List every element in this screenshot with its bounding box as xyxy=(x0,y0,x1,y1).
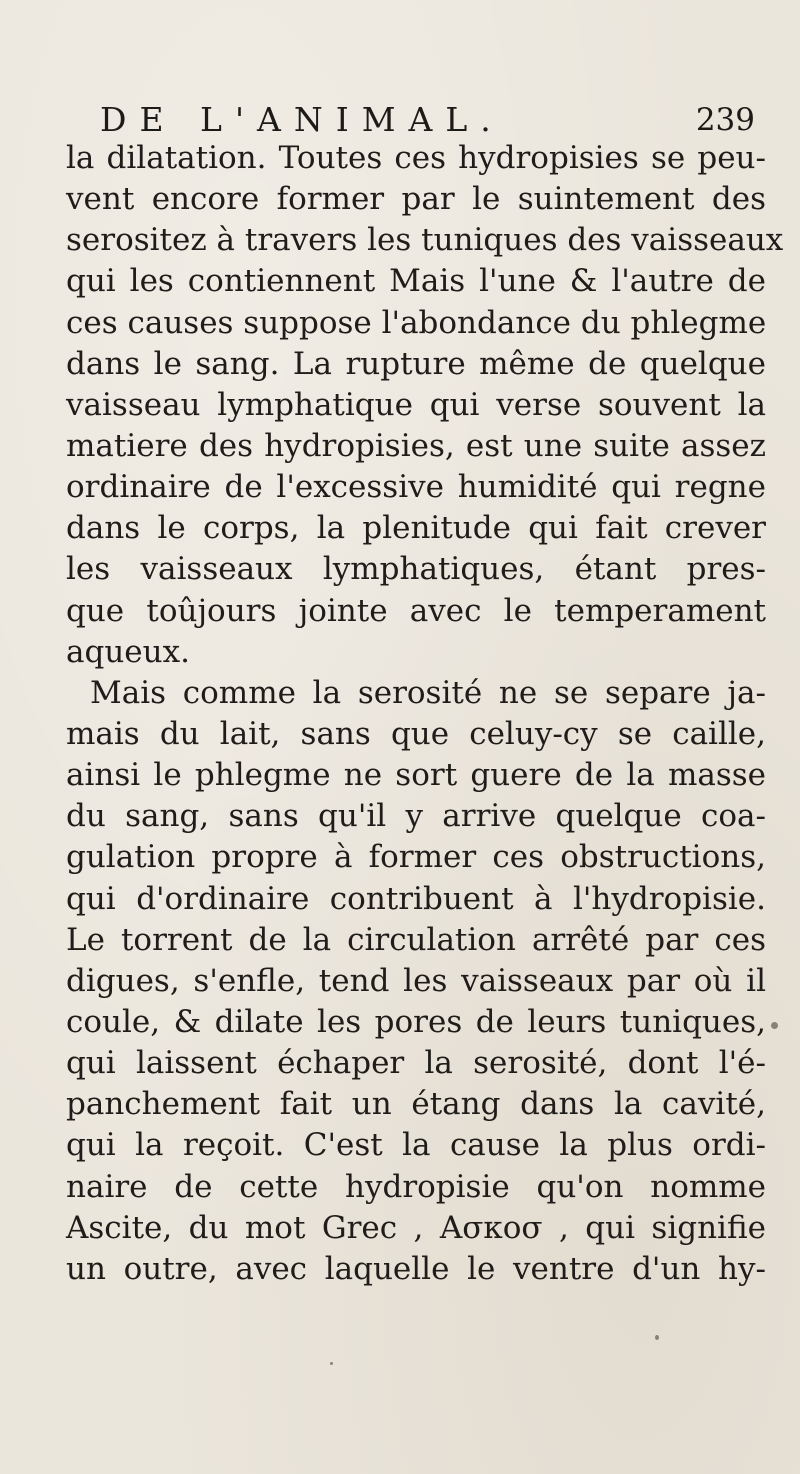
text-line: Mais comme la serosité ne se separe ja- xyxy=(90,674,766,711)
text-line: du sang, sans qu'il y arrive quelque coa- xyxy=(66,798,766,835)
page-header xyxy=(100,96,755,144)
text-line: qui la reçoit. C'est la cause la plus ordi- xyxy=(66,1127,766,1164)
text-line: naire de cette hydropisie qu'on nomme xyxy=(66,1168,766,1205)
paper-speck xyxy=(771,1022,778,1029)
text-line: mais du lait, sans que celuy-cy se caille, xyxy=(66,715,766,752)
text-line: qui laissent échaper la serosité, dont l'é- xyxy=(66,1045,766,1082)
text-line: gulation propre à former ces obstructions, xyxy=(66,839,766,876)
text-line: Le torrent de la circulation arrêté par ces xyxy=(66,921,766,958)
paper-speck xyxy=(655,1335,659,1340)
body-text xyxy=(66,138,784,1290)
text-line: digues, s'enfle, tend les vaisseaux par où il xyxy=(66,962,766,999)
text-line: les vaisseaux lymphatiques, étant pres- xyxy=(66,551,766,588)
text-line: matiere des hydropisies, est une suite assez xyxy=(66,427,766,464)
text-line: panchement fait un étang dans la cavité, xyxy=(66,1086,766,1123)
paper-speck xyxy=(330,1362,333,1365)
text-line: vaisseau lymphatique qui verse souvent la xyxy=(66,386,766,423)
text-line: dans le corps, la plenitude qui fait crever xyxy=(66,510,766,547)
text-line: ordinaire de l'excessive humidité qui regne xyxy=(66,469,766,506)
text-line: dans le sang. La rupture même de quelque xyxy=(66,345,766,382)
text-line: Ascite, du mot Grec , Ασκοσ , qui signifie xyxy=(66,1209,766,1246)
text-line: aqueux. xyxy=(66,633,190,670)
text-line: la dilatation. Toutes ces hydropisies se peu- xyxy=(66,140,766,176)
text-line: un outre, avec laquelle le ventre d'un hy- xyxy=(66,1250,766,1287)
text-line: que toûjours jointe avec le temperament xyxy=(66,592,766,629)
text-line: coule, & dilate les pores de leurs tuniques, xyxy=(66,1003,766,1040)
text-line: ainsi le phlegme ne sort guere de la masse xyxy=(66,757,766,794)
page-number: 239 xyxy=(695,102,755,138)
text-line: serositez à travers les tuniques des vaisseaux xyxy=(66,222,784,259)
text-line: qui d'ordinaire contribuent à l'hydropisie. xyxy=(66,880,766,917)
text-line: ces causes suppose l'abondance du phlegme xyxy=(66,304,767,341)
text-line: qui les contiennent Mais l'une & l'autre de xyxy=(66,263,766,300)
text-line: vent encore former par le suintement des xyxy=(66,181,766,218)
running-head: DE L'ANIMAL. xyxy=(100,100,504,139)
